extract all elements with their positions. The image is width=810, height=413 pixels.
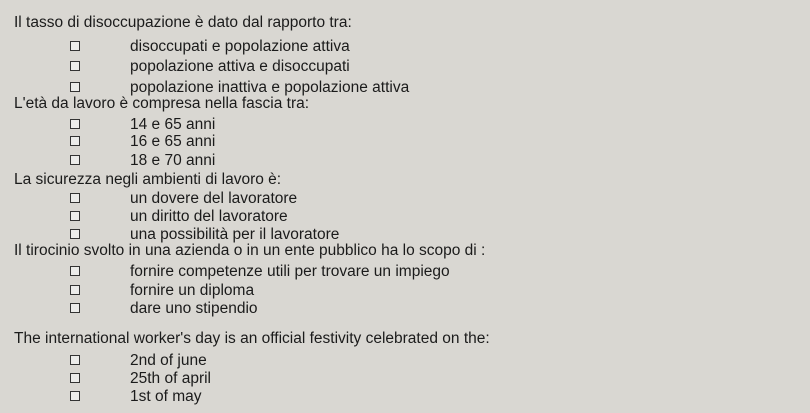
option-label: 16 e 65 anni: [130, 133, 216, 150]
question-2-text: L'età da lavoro è compresa nella fascia tra:: [14, 95, 310, 112]
option-label: 14 e 65 anni: [130, 116, 216, 133]
checkbox[interactable]: [70, 193, 80, 203]
option-label: 25th of april: [130, 370, 211, 387]
option-label: popolazione attiva e disoccupati: [130, 58, 350, 75]
checkbox[interactable]: [70, 211, 80, 221]
option-label: una possibilità per il lavoratore: [130, 226, 340, 243]
checkbox[interactable]: [70, 373, 80, 383]
option-label: fornire competenze utili per trovare un impiego: [130, 263, 450, 280]
option-label: disoccupati e popolazione attiva: [130, 38, 350, 55]
option-label: dare uno stipendio: [130, 300, 258, 317]
question-1-text: Il tasso di disoccupazione è dato dal rapporto tra:: [14, 14, 352, 31]
checkbox[interactable]: [70, 82, 80, 92]
question-4-text: Il tirocinio svolto in una azienda o in un ente pubblico ha lo scopo di :: [14, 242, 486, 259]
option-label: un dovere del lavoratore: [130, 190, 298, 207]
question-5-text: The international worker's day is an official festivity celebrated on the:: [14, 330, 490, 347]
checkbox[interactable]: [70, 303, 80, 313]
checkbox[interactable]: [70, 61, 80, 71]
checkbox[interactable]: [70, 155, 80, 165]
checkbox[interactable]: [70, 136, 80, 146]
checkbox[interactable]: [70, 119, 80, 129]
checkbox[interactable]: [70, 266, 80, 276]
question-3-text: La sicurezza negli ambienti di lavoro è:: [14, 171, 282, 188]
checkbox[interactable]: [70, 285, 80, 295]
option-label: 1st of may: [130, 388, 202, 405]
option-label: 18 e 70 anni: [130, 152, 216, 169]
option-label: un diritto del lavoratore: [130, 208, 288, 225]
checkbox[interactable]: [70, 355, 80, 365]
checkbox[interactable]: [70, 41, 80, 51]
checkbox[interactable]: [70, 391, 80, 401]
option-label: 2nd of june: [130, 352, 207, 369]
option-label: fornire un diploma: [130, 282, 255, 299]
checkbox[interactable]: [70, 229, 80, 239]
option-label: popolazione inattiva e popolazione attiva: [130, 79, 410, 96]
